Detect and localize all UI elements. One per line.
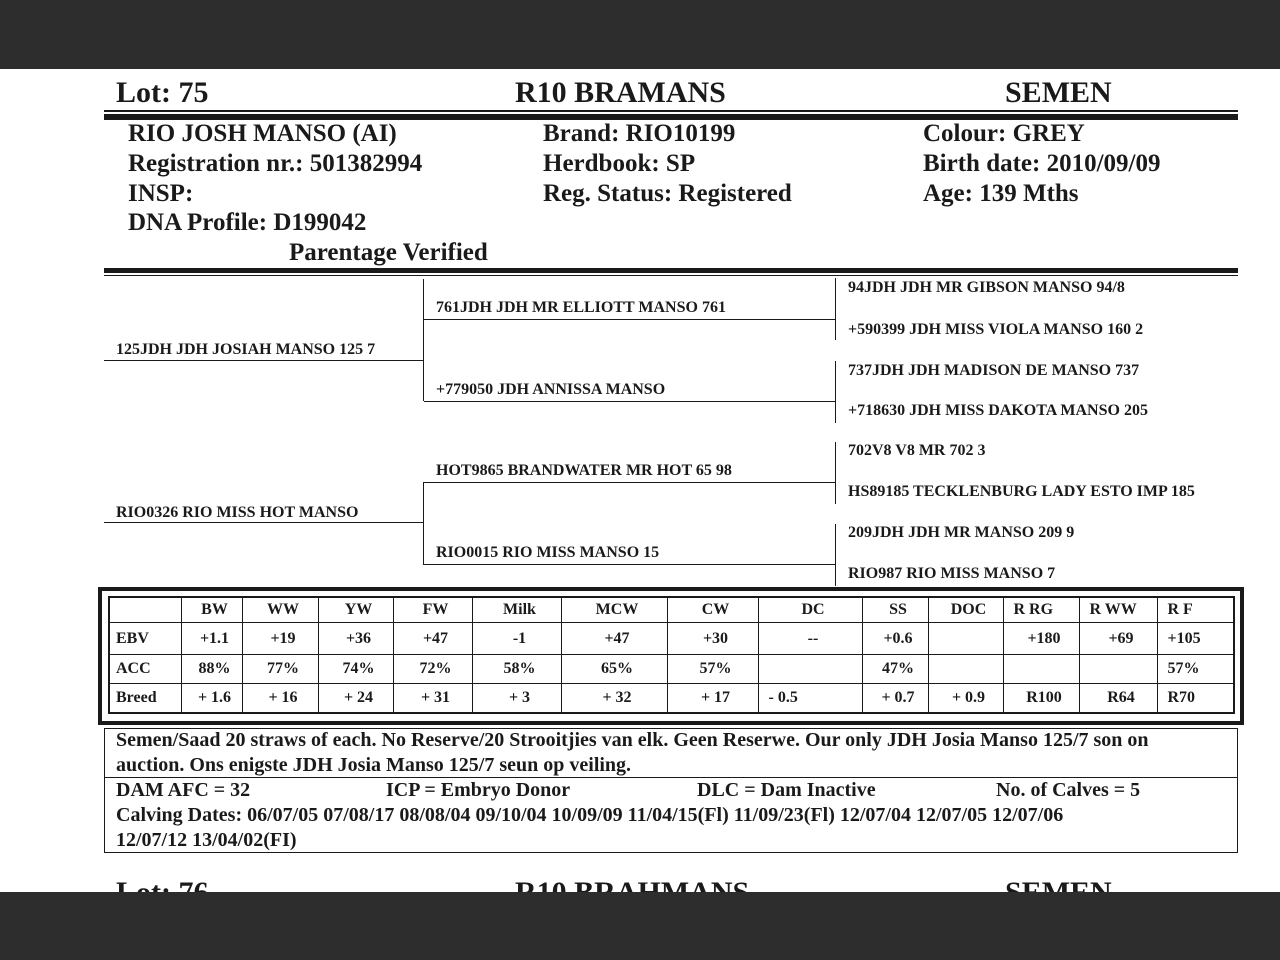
pedigree-line <box>835 361 836 423</box>
ebv-cell: + 1.6 <box>181 684 242 714</box>
viewer-top-bar <box>0 0 1280 69</box>
ebv-cell: R64 <box>1079 684 1157 714</box>
lot-number: Lot: 75 <box>116 76 209 109</box>
brand: Brand: RIO10199 <box>543 120 736 147</box>
ebv-cell: 57% <box>1157 655 1234 684</box>
pedigree-line <box>104 522 424 523</box>
pedigree-line <box>423 279 424 401</box>
ebv-cell: + 3 <box>472 684 561 714</box>
pedigree-line <box>424 401 835 402</box>
ebv-cell: +1.1 <box>181 623 242 655</box>
ebv-cell: +19 <box>242 623 318 655</box>
calving-dates-line1: Calving Dates: 06/07/05 07/08/17 08/08/04 09/10/04 10/09/09 11/04/15(Fl) 11/09/23(Fl) 12/07/04 12/07/05 12/07/06 <box>116 804 1064 826</box>
dam-afc: DAM AFC = 32 <box>116 779 251 801</box>
semen-note-line1: Semen/Saad 20 straws of each. No Reserve/20 Strooitjies van elk. Geen Reserwe. Our only JDH Josia Manso 125/7 son on <box>116 729 1149 751</box>
ebv-header-cell: MCW <box>561 597 667 623</box>
ebv-header-cell: R WW <box>1079 597 1157 623</box>
ebv-header-cell: FW <box>393 597 472 623</box>
ebv-cell: 65% <box>561 655 667 684</box>
ebv-cell: + 32 <box>561 684 667 714</box>
pedigree-ddd: RIO987 RIO MISS MANSO 7 <box>848 565 1056 582</box>
ebv-header-cell: R F <box>1157 597 1234 623</box>
pedigree-ssd: +590399 JDH MISS VIOLA MANSO 160 2 <box>848 321 1144 338</box>
parentage-status: Parentage Verified <box>289 239 488 266</box>
age: Age: 139 Mths <box>923 180 1079 207</box>
ebv-cell: +69 <box>1079 623 1157 655</box>
lot-type: SEMEN <box>1005 76 1112 109</box>
ebv-cell: + 0.9 <box>928 684 1003 714</box>
pedigree-dam-dam: RIO0015 RIO MISS MANSO 15 <box>436 544 660 561</box>
ebv-table <box>108 596 1235 714</box>
ebv-row-label: ACC <box>109 655 181 684</box>
pedigree-dam-sire: HOT9865 BRANDWATER MR HOT 65 98 <box>436 462 732 479</box>
ebv-row-acc <box>109 655 1234 684</box>
dlc-status: DLC = Dam Inactive <box>697 779 876 801</box>
calving-dates-line2: 12/07/12 13/04/02(FI) <box>116 829 297 851</box>
ebv-cell: 77% <box>242 655 318 684</box>
number-of-calves: No. of Calves = 5 <box>996 779 1141 801</box>
pedigree-sss: 94JDH JDH MR GIBSON MANSO 94/8 <box>848 279 1125 296</box>
icp-status: ICP = Embryo Donor <box>386 779 571 801</box>
registration-number: Registration nr.: 501382994 <box>128 150 423 177</box>
pedigree-dsd: HS89185 TECKLENBURG LADY ESTO IMP 185 <box>848 483 1195 500</box>
ebv-cell: +47 <box>393 623 472 655</box>
ebv-cell <box>758 655 862 684</box>
pedigree-line <box>424 482 835 483</box>
ebv-cell: + 0.7 <box>862 684 928 714</box>
ebv-header-cell: YW <box>318 597 393 623</box>
ebv-header-cell: Milk <box>472 597 561 623</box>
insp-label: INSP: <box>128 180 194 207</box>
dna-profile: DNA Profile: D199042 <box>128 209 367 236</box>
ebv-cell: + 17 <box>667 684 758 714</box>
ebv-cell: 58% <box>472 655 561 684</box>
pedigree-dam: RIO0326 RIO MISS HOT MANSO <box>116 504 359 521</box>
semen-note-line2: auction. Ons enigste JDH Josia Manso 125/7 seun op veiling. <box>116 754 632 776</box>
ebv-header-cell: DOC <box>928 597 1003 623</box>
ebv-header-cell: DC <box>758 597 862 623</box>
pedigree-sire-sire: 761JDH JDH MR ELLIOTT MANSO 761 <box>436 299 726 316</box>
ebv-cell: + 31 <box>393 684 472 714</box>
pedigree-sds: 737JDH JDH MADISON DE MANSO 737 <box>848 362 1140 379</box>
ebv-cell: + 24 <box>318 684 393 714</box>
ebv-cell: R70 <box>1157 684 1234 714</box>
ebv-cell: R100 <box>1003 684 1079 714</box>
reg-status: Reg. Status: Registered <box>543 180 792 207</box>
ebv-header-cell: SS <box>862 597 928 623</box>
ebv-cell: 74% <box>318 655 393 684</box>
herdbook: Herdbook: SP <box>543 150 696 177</box>
ebv-cell: +36 <box>318 623 393 655</box>
pedigree-line <box>835 442 836 504</box>
ebv-header-cell <box>109 597 181 623</box>
pedigree-dss: 702V8 V8 MR 702 3 <box>848 442 986 459</box>
ebv-header-cell: CW <box>667 597 758 623</box>
ebv-row-label: EBV <box>109 623 181 655</box>
ebv-cell <box>928 623 1003 655</box>
colour: Colour: GREY <box>923 120 1085 147</box>
pedigree-line <box>835 524 836 586</box>
info-rule-thick <box>104 268 1238 273</box>
pedigree-sdd: +718630 JDH MISS DAKOTA MANSO 205 <box>848 402 1148 419</box>
ebv-cell: +47 <box>561 623 667 655</box>
birth-date: Birth date: 2010/09/09 <box>923 150 1161 177</box>
ebv-cell: +30 <box>667 623 758 655</box>
ebv-header-cell: R RG <box>1003 597 1079 623</box>
ebv-cell: -1 <box>472 623 561 655</box>
ebv-header-row <box>109 597 1234 623</box>
pedigree-line <box>423 482 424 565</box>
ebv-cell: 72% <box>393 655 472 684</box>
ebv-cell: + 16 <box>242 684 318 714</box>
ebv-cell <box>1003 655 1079 684</box>
ebv-row-ebv <box>109 623 1234 655</box>
pedigree-sire-dam: +779050 JDH ANNISSA MANSO <box>436 381 666 398</box>
header-rule-thin <box>104 110 1238 112</box>
ebv-header-cell: WW <box>242 597 318 623</box>
animal-name: RIO JOSH MANSO (AI) <box>128 120 397 147</box>
ebv-row-label: Breed <box>109 684 181 714</box>
ebv-cell: +105 <box>1157 623 1234 655</box>
viewer-bottom-bar <box>0 892 1280 960</box>
ebv-cell <box>1079 655 1157 684</box>
ebv-row-breed <box>109 684 1234 714</box>
ebv-cell: 88% <box>181 655 242 684</box>
pedigree-dds: 209JDH JDH MR MANSO 209 9 <box>848 524 1075 541</box>
ebv-cell: 47% <box>862 655 928 684</box>
ebv-cell: -- <box>758 623 862 655</box>
ebv-header-cell: BW <box>181 597 242 623</box>
ebv-cell: 57% <box>667 655 758 684</box>
pedigree-sire: 125JDH JDH JOSIAH MANSO 125 7 <box>116 341 376 358</box>
info-rule-thin <box>104 275 1238 276</box>
pedigree-line <box>835 278 836 340</box>
ebv-cell: +0.6 <box>862 623 928 655</box>
ebv-cell: - 0.5 <box>758 684 862 714</box>
pedigree-line <box>104 360 424 361</box>
pedigree-line <box>424 319 835 320</box>
ebv-cell <box>928 655 1003 684</box>
breeder-name: R10 BRAMANS <box>515 76 726 109</box>
ebv-cell: +180 <box>1003 623 1079 655</box>
pedigree-line <box>424 564 835 565</box>
